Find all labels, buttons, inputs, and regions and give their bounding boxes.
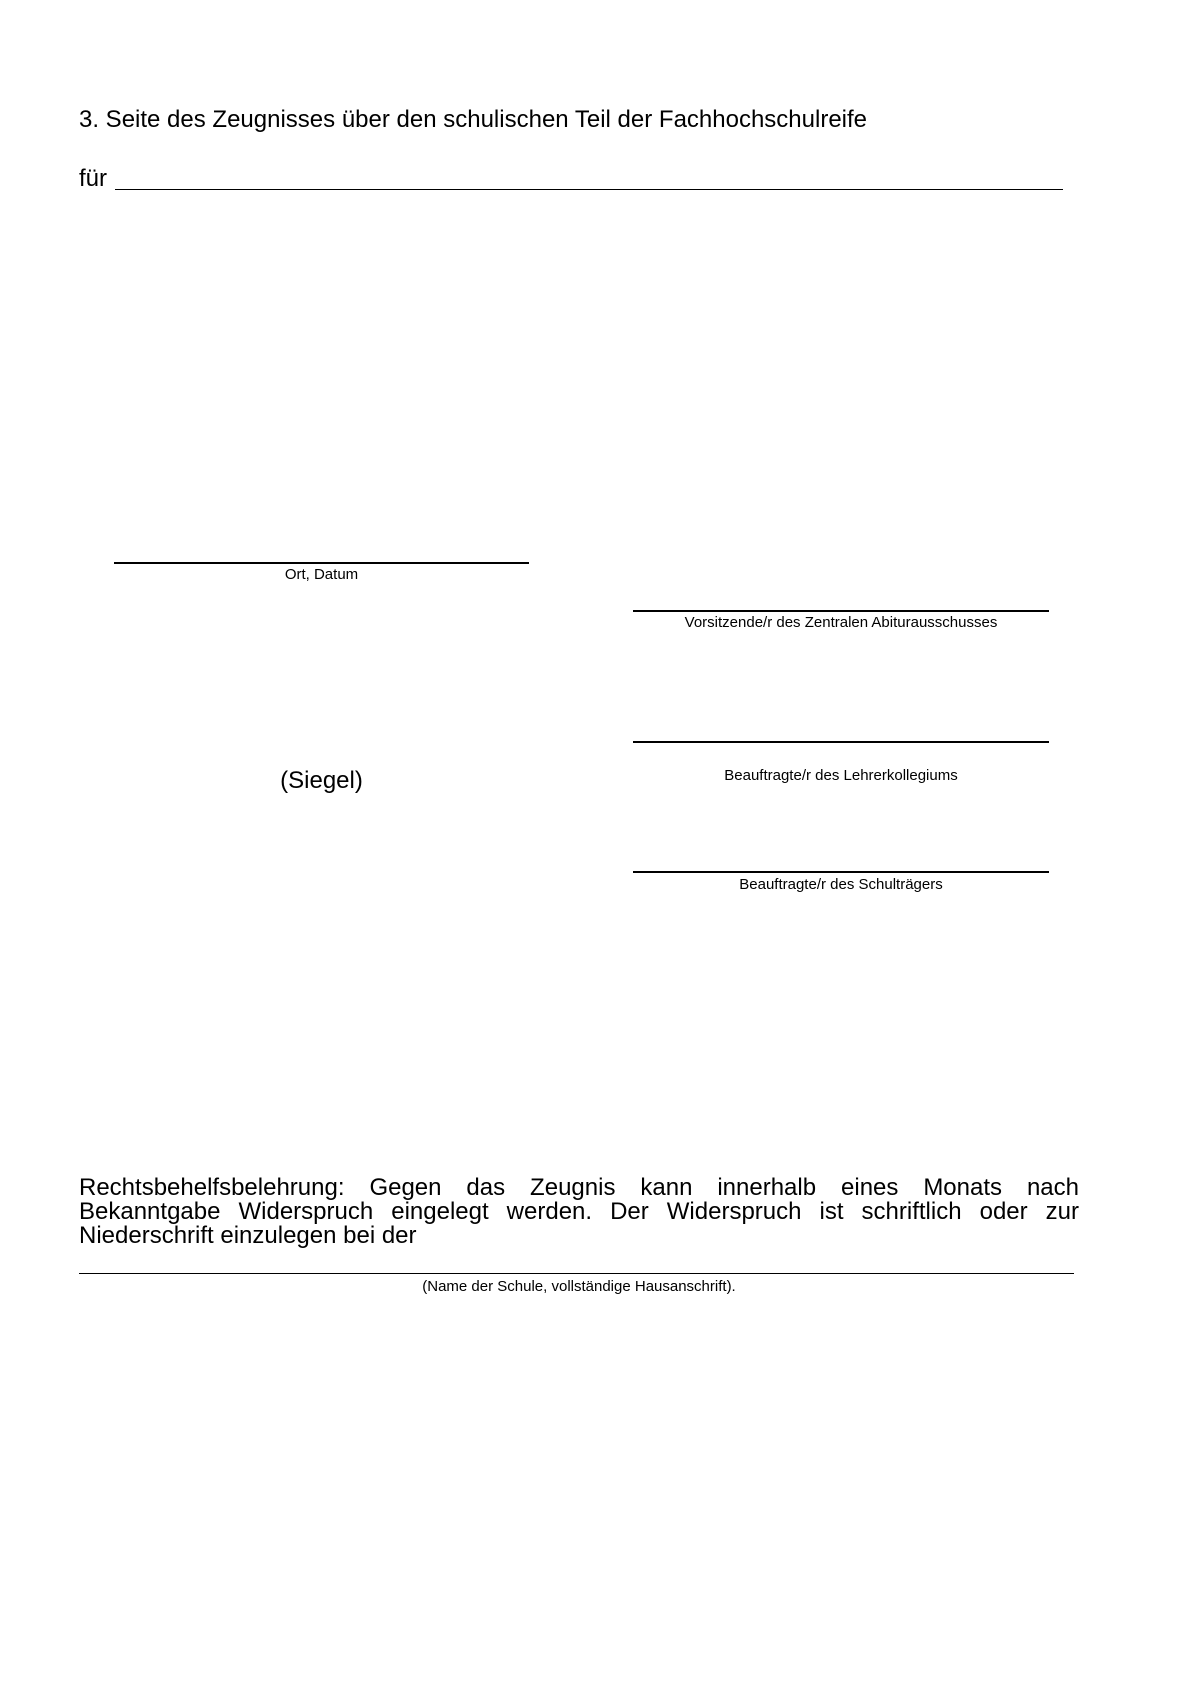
seal-label: (Siegel) bbox=[280, 767, 363, 794]
recipient-label: für bbox=[79, 165, 108, 192]
chair-signature-line[interactable] bbox=[633, 610, 1049, 612]
page-title: 3. Seite des Zeugnisses über den schulischen Teil der Fachhochschulreife bbox=[79, 106, 868, 133]
faculty-signature-line[interactable] bbox=[633, 741, 1049, 743]
school-address-caption: (Name der Schule, vollständige Hausanschrift). bbox=[422, 1278, 736, 1295]
faculty-signature-caption: Beauftragte/r des Lehrerkollegiums bbox=[724, 767, 958, 784]
legal-notice: Rechtsbehelfsbelehrung: Gegen das Zeugnis kann innerhalb eines Monats nach Bekanntgabe Widerspruch eingelegt werden. Der Widerspruch ist schriftlich oder zur Niederschrift einzulegen bei der bbox=[79, 1174, 1079, 1249]
school-authority-signature-line[interactable] bbox=[633, 871, 1049, 873]
place-date-line[interactable] bbox=[114, 562, 529, 564]
chair-signature-caption: Vorsitzende/r des Zentralen Abiturausschusses bbox=[684, 614, 998, 631]
place-date-caption: Ort, Datum bbox=[284, 566, 359, 583]
recipient-name-field[interactable] bbox=[115, 189, 1063, 190]
school-address-field[interactable] bbox=[79, 1273, 1074, 1274]
school-authority-signature-caption: Beauftragte/r des Schulträgers bbox=[739, 876, 943, 893]
